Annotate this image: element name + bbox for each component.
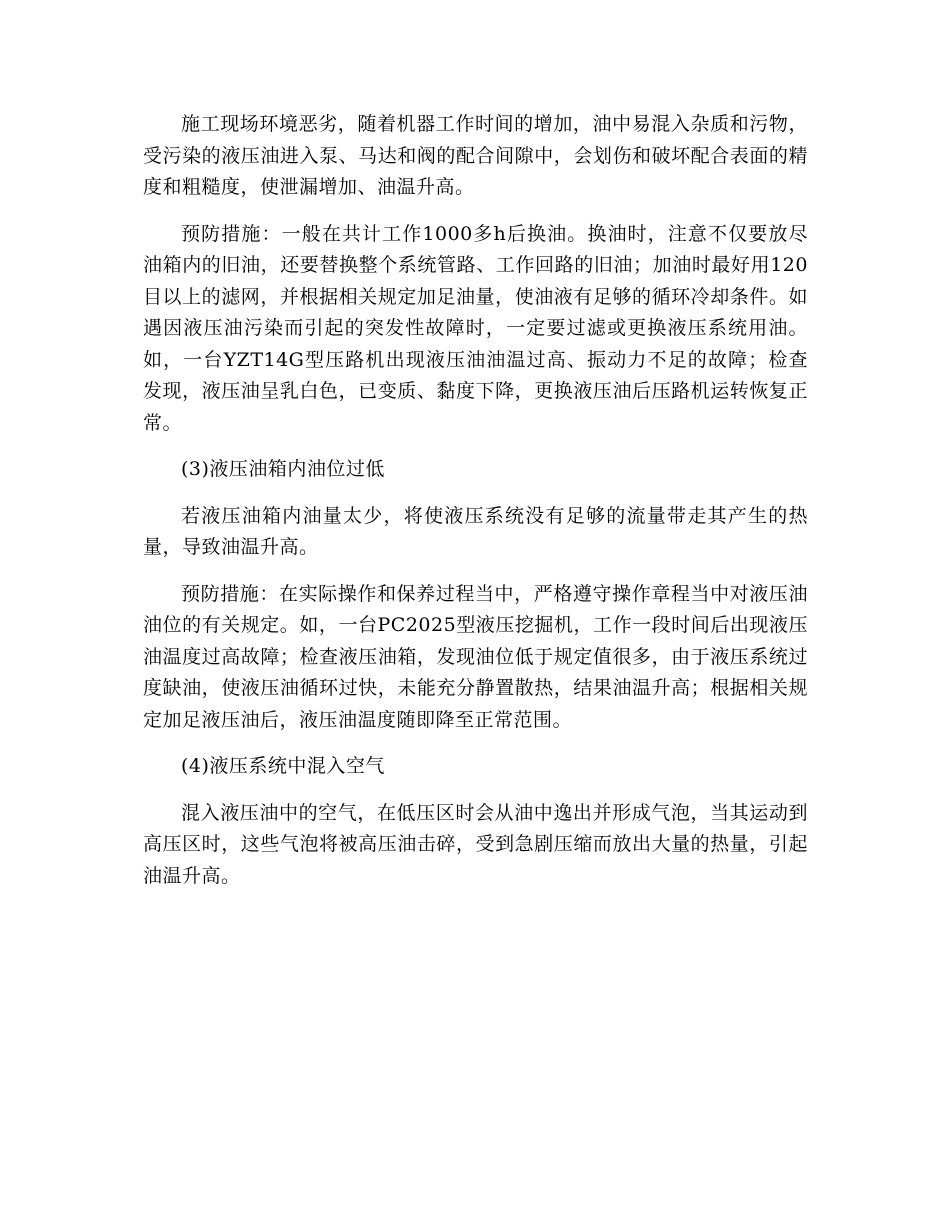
section-heading-air-in-system: (4)液压系统中混入空气 xyxy=(181,755,385,777)
paragraph-low-oil-level-prevention: 预防措施：在实际操作和保养过程当中，严格遵守操作章程当中对液压油油位的有关规定。如，一台PC2025型液压挖掘机，工作一段时间后出现液压油温度过高故障；检查液压油箱，发现油位低于规定值很多，由于液压系统过度缺油，使液压油循环过快，未能充分静置散热，结果油温升高；根据相关规定加足液压油后，液压油温度随即降至正常范围。 xyxy=(143,582,808,731)
paragraph-contamination-prevention: 预防措施：一般在共计工作1000多h后换油。换油时，注意不仅要放尽油箱内的旧油，还要替换整个系统管路、工作回路的旧油；加油时最好用120目以上的滤网，并根据相关规定加足油量，使油液有足够的循环冷却条件。如遇因液压油污染而引起的突发性故障时，一定要过滤或更换液压系统用油。如，一台YZT14G型压路机出现液压油油温过高、振动力不足的故障；检查发现，液压油呈乳白色，已变质、黏度下降，更换液压油后压路机运转恢复正常。 xyxy=(143,222,808,434)
document-body xyxy=(143,109,808,907)
paragraph-low-oil-level-cause: 若液压油箱内油量太少，将使液压系统没有足够的流量带走其产生的热量，导致油温升高。 xyxy=(143,504,808,558)
paragraph-contamination-cause: 施工现场环境恶劣，随着机器工作时间的增加，油中易混入杂质和污物，受污染的液压油进入泵、马达和阀的配合间隙中，会划伤和破坏配合表面的精度和粗糙度，使泄漏增加、油温升高。 xyxy=(143,113,808,198)
paragraph-air-in-system-cause: 混入液压油中的空气，在低压区时会从油中逸出并形成气泡，当其运动到高压区时，这些气泡将被高压油击碎，受到急剧压缩而放出大量的热量，引起油温升高。 xyxy=(143,801,808,887)
section-heading-low-oil-level: (3)液压油箱内油位过低 xyxy=(181,458,385,480)
